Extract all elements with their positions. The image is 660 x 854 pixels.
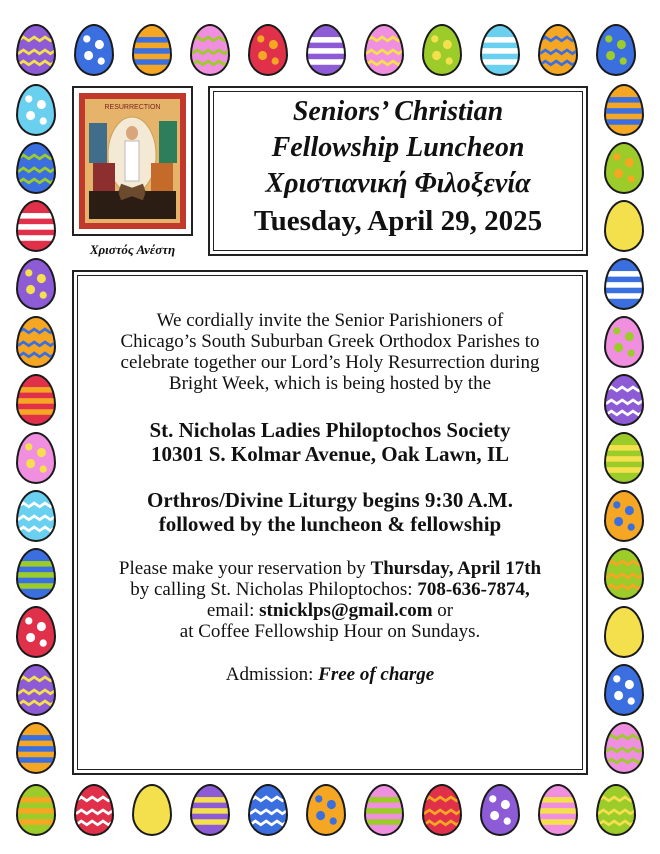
easter-egg-icon — [16, 316, 56, 368]
email-prefix: email: — [206, 600, 260, 621]
easter-egg-icon — [604, 432, 644, 484]
easter-egg-icon — [16, 258, 56, 310]
title-box — [208, 86, 588, 256]
easter-egg-icon — [422, 24, 462, 76]
easter-egg-icon — [74, 784, 114, 836]
easter-egg-icon — [16, 490, 56, 542]
easter-egg-icon — [190, 24, 230, 76]
title-line-2: Fellowship Luncheon — [271, 132, 525, 163]
invite-line-3: celebrate together our Lord’s Holy Resurrection during — [120, 352, 540, 373]
invite-line-1: We cordially invite the Senior Parishioners of — [156, 310, 504, 331]
easter-egg-icon — [596, 784, 636, 836]
reservation-line-4: at Coffee Fellowship Hour on Sundays. — [179, 621, 481, 642]
easter-egg-icon — [538, 784, 578, 836]
invitation-box — [72, 270, 588, 775]
icon-caption: Χριστός Ανέστη — [89, 242, 176, 257]
easter-egg-icon — [604, 84, 644, 136]
easter-egg-icon — [16, 432, 56, 484]
easter-egg-icon — [480, 24, 520, 76]
resurrection-icon-frame — [72, 86, 193, 236]
easter-egg-icon — [190, 784, 230, 836]
easter-egg-icon — [16, 200, 56, 252]
title-line-1: Seniors’ Christian — [292, 96, 504, 127]
schedule-line-2: followed by the luncheon & fellowship — [158, 512, 502, 536]
easter-egg-icon — [16, 722, 56, 774]
easter-egg-icon — [16, 664, 56, 716]
phone-prefix: by calling St. Nicholas Philoptochos: — [130, 579, 418, 600]
easter-egg-icon — [74, 24, 114, 76]
easter-egg-icon — [132, 784, 172, 836]
schedule-line-1: Orthros/Divine Liturgy begins 9:30 A.M. — [147, 488, 513, 512]
reservation-prefix: Please make your reservation by — [118, 558, 371, 579]
icon-label: RESURRECTION — [104, 104, 161, 111]
easter-egg-icon — [422, 784, 462, 836]
easter-egg-icon — [248, 24, 288, 76]
easter-egg-icon — [306, 24, 346, 76]
easter-egg-icon — [16, 784, 56, 836]
admission-line — [74, 664, 586, 685]
resurrection-icon-image — [79, 93, 186, 229]
host-name: St. Nicholas Ladies Philoptochos Society — [149, 418, 511, 442]
easter-egg-icon — [306, 784, 346, 836]
easter-egg-icon — [16, 142, 56, 194]
email-link[interactable]: stnicklps@gmail.com — [259, 600, 433, 621]
easter-egg-icon — [604, 142, 644, 194]
easter-egg-icon — [604, 374, 644, 426]
title-line-greek: Χριστιανική Φιλοξενία — [265, 168, 531, 199]
event-date: Tuesday, April 29, 2025 — [253, 205, 543, 237]
reservation-line-3 — [74, 600, 586, 621]
easter-egg-icon — [16, 24, 56, 76]
admission-value: Free of charge — [318, 664, 435, 685]
invite-line-2: Chicago’s South Suburban Greek Orthodox Parishes to — [120, 331, 540, 352]
easter-egg-icon — [596, 24, 636, 76]
easter-egg-icon — [604, 664, 644, 716]
easter-egg-icon — [16, 606, 56, 658]
easter-egg-icon — [604, 258, 644, 310]
easter-egg-icon — [16, 84, 56, 136]
easter-egg-icon — [604, 490, 644, 542]
easter-egg-icon — [248, 784, 288, 836]
reservation-line-1 — [74, 558, 586, 579]
easter-egg-icon — [604, 316, 644, 368]
phone-number: 708-636-7874, — [417, 579, 530, 600]
easter-egg-icon — [604, 722, 644, 774]
email-suffix: or — [432, 600, 454, 621]
easter-egg-icon — [604, 200, 644, 252]
easter-egg-icon — [132, 24, 172, 76]
easter-egg-icon — [16, 374, 56, 426]
easter-egg-icon — [16, 548, 56, 600]
easter-egg-icon — [364, 784, 404, 836]
easter-egg-icon — [604, 548, 644, 600]
easter-egg-icon — [538, 24, 578, 76]
easter-egg-icon — [364, 24, 404, 76]
admission-label: Admission: — [225, 664, 319, 685]
easter-egg-icon — [480, 784, 520, 836]
reservation-deadline: Thursday, April 17th — [370, 558, 542, 579]
invite-line-4: Bright Week, which is being hosted by the — [168, 373, 492, 394]
easter-egg-icon — [604, 606, 644, 658]
host-address: 10301 S. Kolmar Avenue, Oak Lawn, IL — [150, 442, 510, 466]
reservation-line-2 — [74, 579, 586, 600]
